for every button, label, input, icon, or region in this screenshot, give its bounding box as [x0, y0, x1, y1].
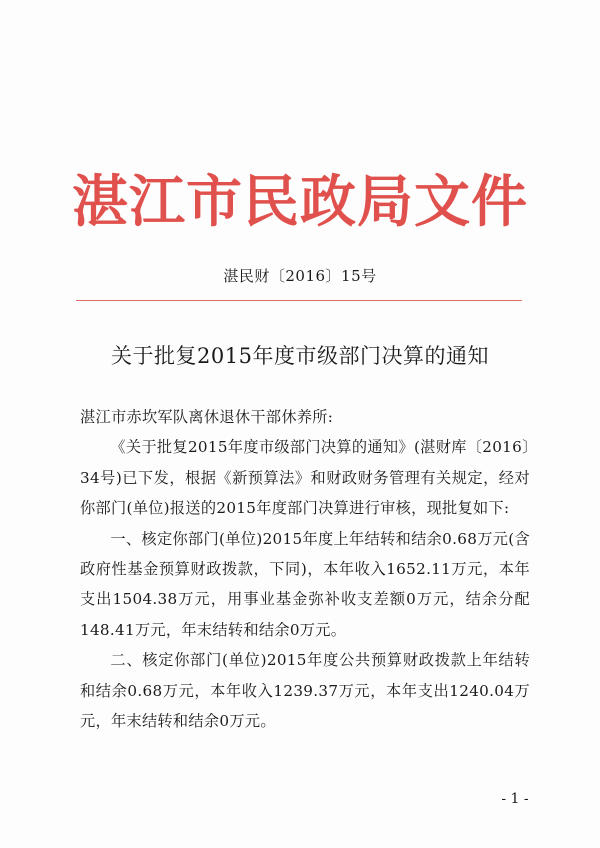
paragraph-item-1: 一、核定你部门(单位)2015年度上年结转和结余0.68万元(含政府性基金预算财政拨款，下同)，本年收入1652.11万元，本年支出1504.38万元，用事业基金弥补收支差额0万元，结余分配148.41万元，年末结转和结余0万元。: [80, 529, 530, 639]
document-number: 湛民财〔2016〕15号: [223, 267, 377, 285]
paragraph-item-2: 二、核定你部门(单位)2015年度公共预算财政拨款上年结转和结余0.68万元，本年收入1239.37万元，本年支出1240.04万元，年末结转和结余0万元。: [80, 651, 530, 731]
addressee: 湛江市赤坎军队离休退休干部休养所:: [80, 408, 334, 426]
document-header: 湛江市民政局文件: [72, 169, 528, 235]
page-number: - 1 -: [501, 791, 529, 807]
document-body: [80, 402, 530, 736]
document-title: 关于批复2015年度市级部门决算的通知: [111, 344, 489, 368]
header-divider: [76, 300, 522, 301]
paragraph-intro: 《关于批复2015年度市级部门决算的通知》(湛财库〔2016〕34号)已下发，根据《新预算法》和财政财务管理有关规定，经对你部门(单位)报送的2015年度部门决算进行审核，现批复如下:: [80, 438, 530, 518]
